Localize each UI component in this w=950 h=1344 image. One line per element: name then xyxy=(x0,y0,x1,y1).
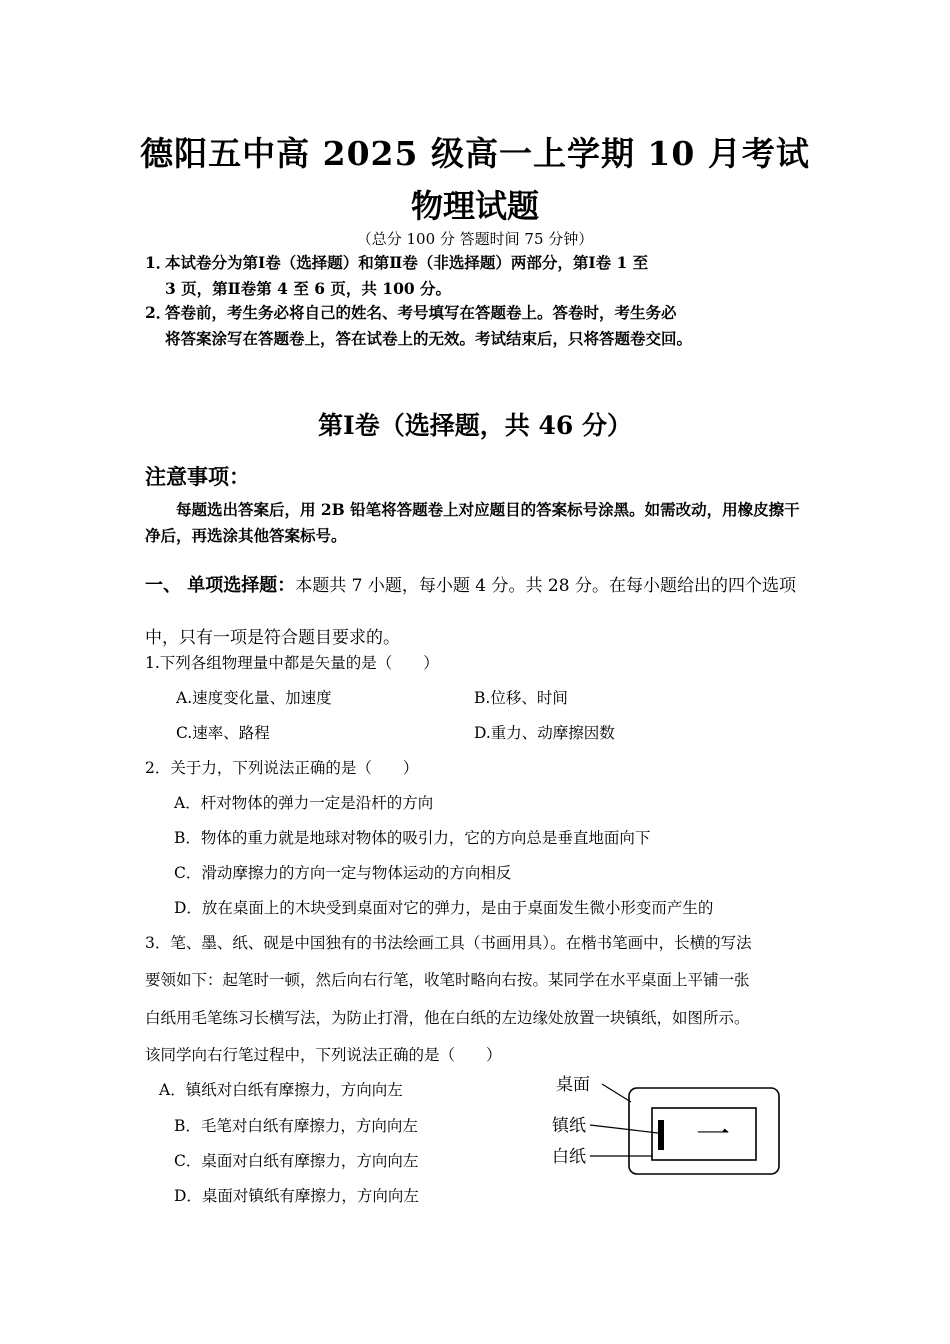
note-text: 3 页，第Ⅱ卷第 4 至 6 页，共 100 分。 xyxy=(165,279,452,298)
question-1-option-c: C.速率、路程 xyxy=(176,724,270,742)
attention-text: 每题选出答案后，用 2B 铅笔将答题卷上对应题目的答案标号涂黑。如需改动，用橡皮擦干净后，再选涂其他答案标号。 xyxy=(145,500,800,545)
question-3-stem-line: 3．笔、墨、纸、砚是中国独有的书法绘画工具（书画用具）。在楷书笔画中，长横的写法 xyxy=(145,934,752,952)
desk-leader-line xyxy=(602,1084,631,1102)
question-1-option-b: B.位移、时间 xyxy=(474,689,568,707)
question-2-option-c: C．滑动摩擦力的方向一定与物体运动的方向相反 xyxy=(174,864,512,882)
brush-stroke: 一 xyxy=(696,1115,730,1155)
desk-label: 桌面 xyxy=(556,1075,590,1095)
question-1-option-a: A.速度变化量、加速度 xyxy=(176,689,332,707)
question-2-option-d: D．放在桌面上的木块受到桌面对它的弹力，是由于桌面发生微小形变而产生的 xyxy=(174,899,714,917)
paperweight-leader-line xyxy=(590,1125,658,1133)
section-title: 第Ⅰ卷（选择题，共 46 分） xyxy=(318,411,632,440)
note-2 xyxy=(145,300,825,352)
note-1 xyxy=(145,250,825,302)
note-text: 将答案涂写在答题卷上，答在试卷上的无效。考试结束后，只将答题卷交回。 xyxy=(165,329,693,348)
question-3-option-a: A．镇纸对白纸有摩擦力，方向向左 xyxy=(159,1081,403,1099)
question-1-option-d: D.重力、动摩擦因数 xyxy=(474,724,615,742)
question-3-option-d: D．桌面对镇纸有摩擦力，方向向左 xyxy=(174,1187,419,1205)
paperweight-block xyxy=(658,1120,664,1150)
paperweight-label: 镇纸 xyxy=(552,1116,586,1136)
note-text: 本试卷分为第Ⅰ卷（选择题）和第Ⅱ卷（非选择题）两部分，第Ⅰ卷 1 至 xyxy=(165,253,649,272)
subject-title: 物理试题 xyxy=(410,187,539,225)
paper-label: 白纸 xyxy=(552,1147,586,1167)
exam-subtitle: （总分 100 分 答题时间 75 分钟） xyxy=(356,230,594,248)
exam-title: 德阳五中高 2025 级高一上学期 10 月考试 xyxy=(140,134,810,173)
question-3-stem-line: 白纸用毛笔练习长横写法，为防止打滑，他在白纸的左边缘处放置一块镇纸，如图所示。 xyxy=(145,1009,750,1027)
attention-label: 注意事项： xyxy=(145,465,250,489)
question-2-option-a: A．杆对物体的弹力一定是沿杆的方向 xyxy=(174,794,434,812)
note-text: 答卷前，考生务必将自己的姓名、考号填写在答题卷上。答卷时，考生务必 xyxy=(165,303,677,322)
desk-paper-figure xyxy=(548,1068,788,1180)
question-1-stem: 1.下列各组物理量中都是矢量的是（ ） xyxy=(145,654,439,672)
part-heading xyxy=(145,560,815,664)
part-description: 本题共 7 小题，每小题 4 分。共 28 分。在每小题给出的四个选项中，只有一项是符合题目要求的。 xyxy=(145,576,796,648)
question-2-option-b: B．物体的重力就是地球对物体的吸引力，它的方向总是垂直地面向下 xyxy=(174,829,651,847)
note-number: 2． xyxy=(145,303,172,322)
part-label: 一、 单项选择题： xyxy=(145,575,296,596)
question-2-stem: 2．关于力，下列说法正确的是（ ） xyxy=(145,759,419,777)
question-3-option-c: C．桌面对白纸有摩擦力，方向向左 xyxy=(174,1152,419,1170)
question-3-stem-line: 该同学向右行笔过程中，下列说法正确的是（ ） xyxy=(145,1046,502,1064)
question-3-stem-line: 要领如下：起笔时一顿，然后向右行笔，收笔时略向右按。某同学在水平桌面上平铺一张 xyxy=(145,971,750,989)
question-3-option-b: B．毛笔对白纸有摩擦力，方向向左 xyxy=(174,1117,418,1135)
note-number: 1． xyxy=(145,253,172,272)
